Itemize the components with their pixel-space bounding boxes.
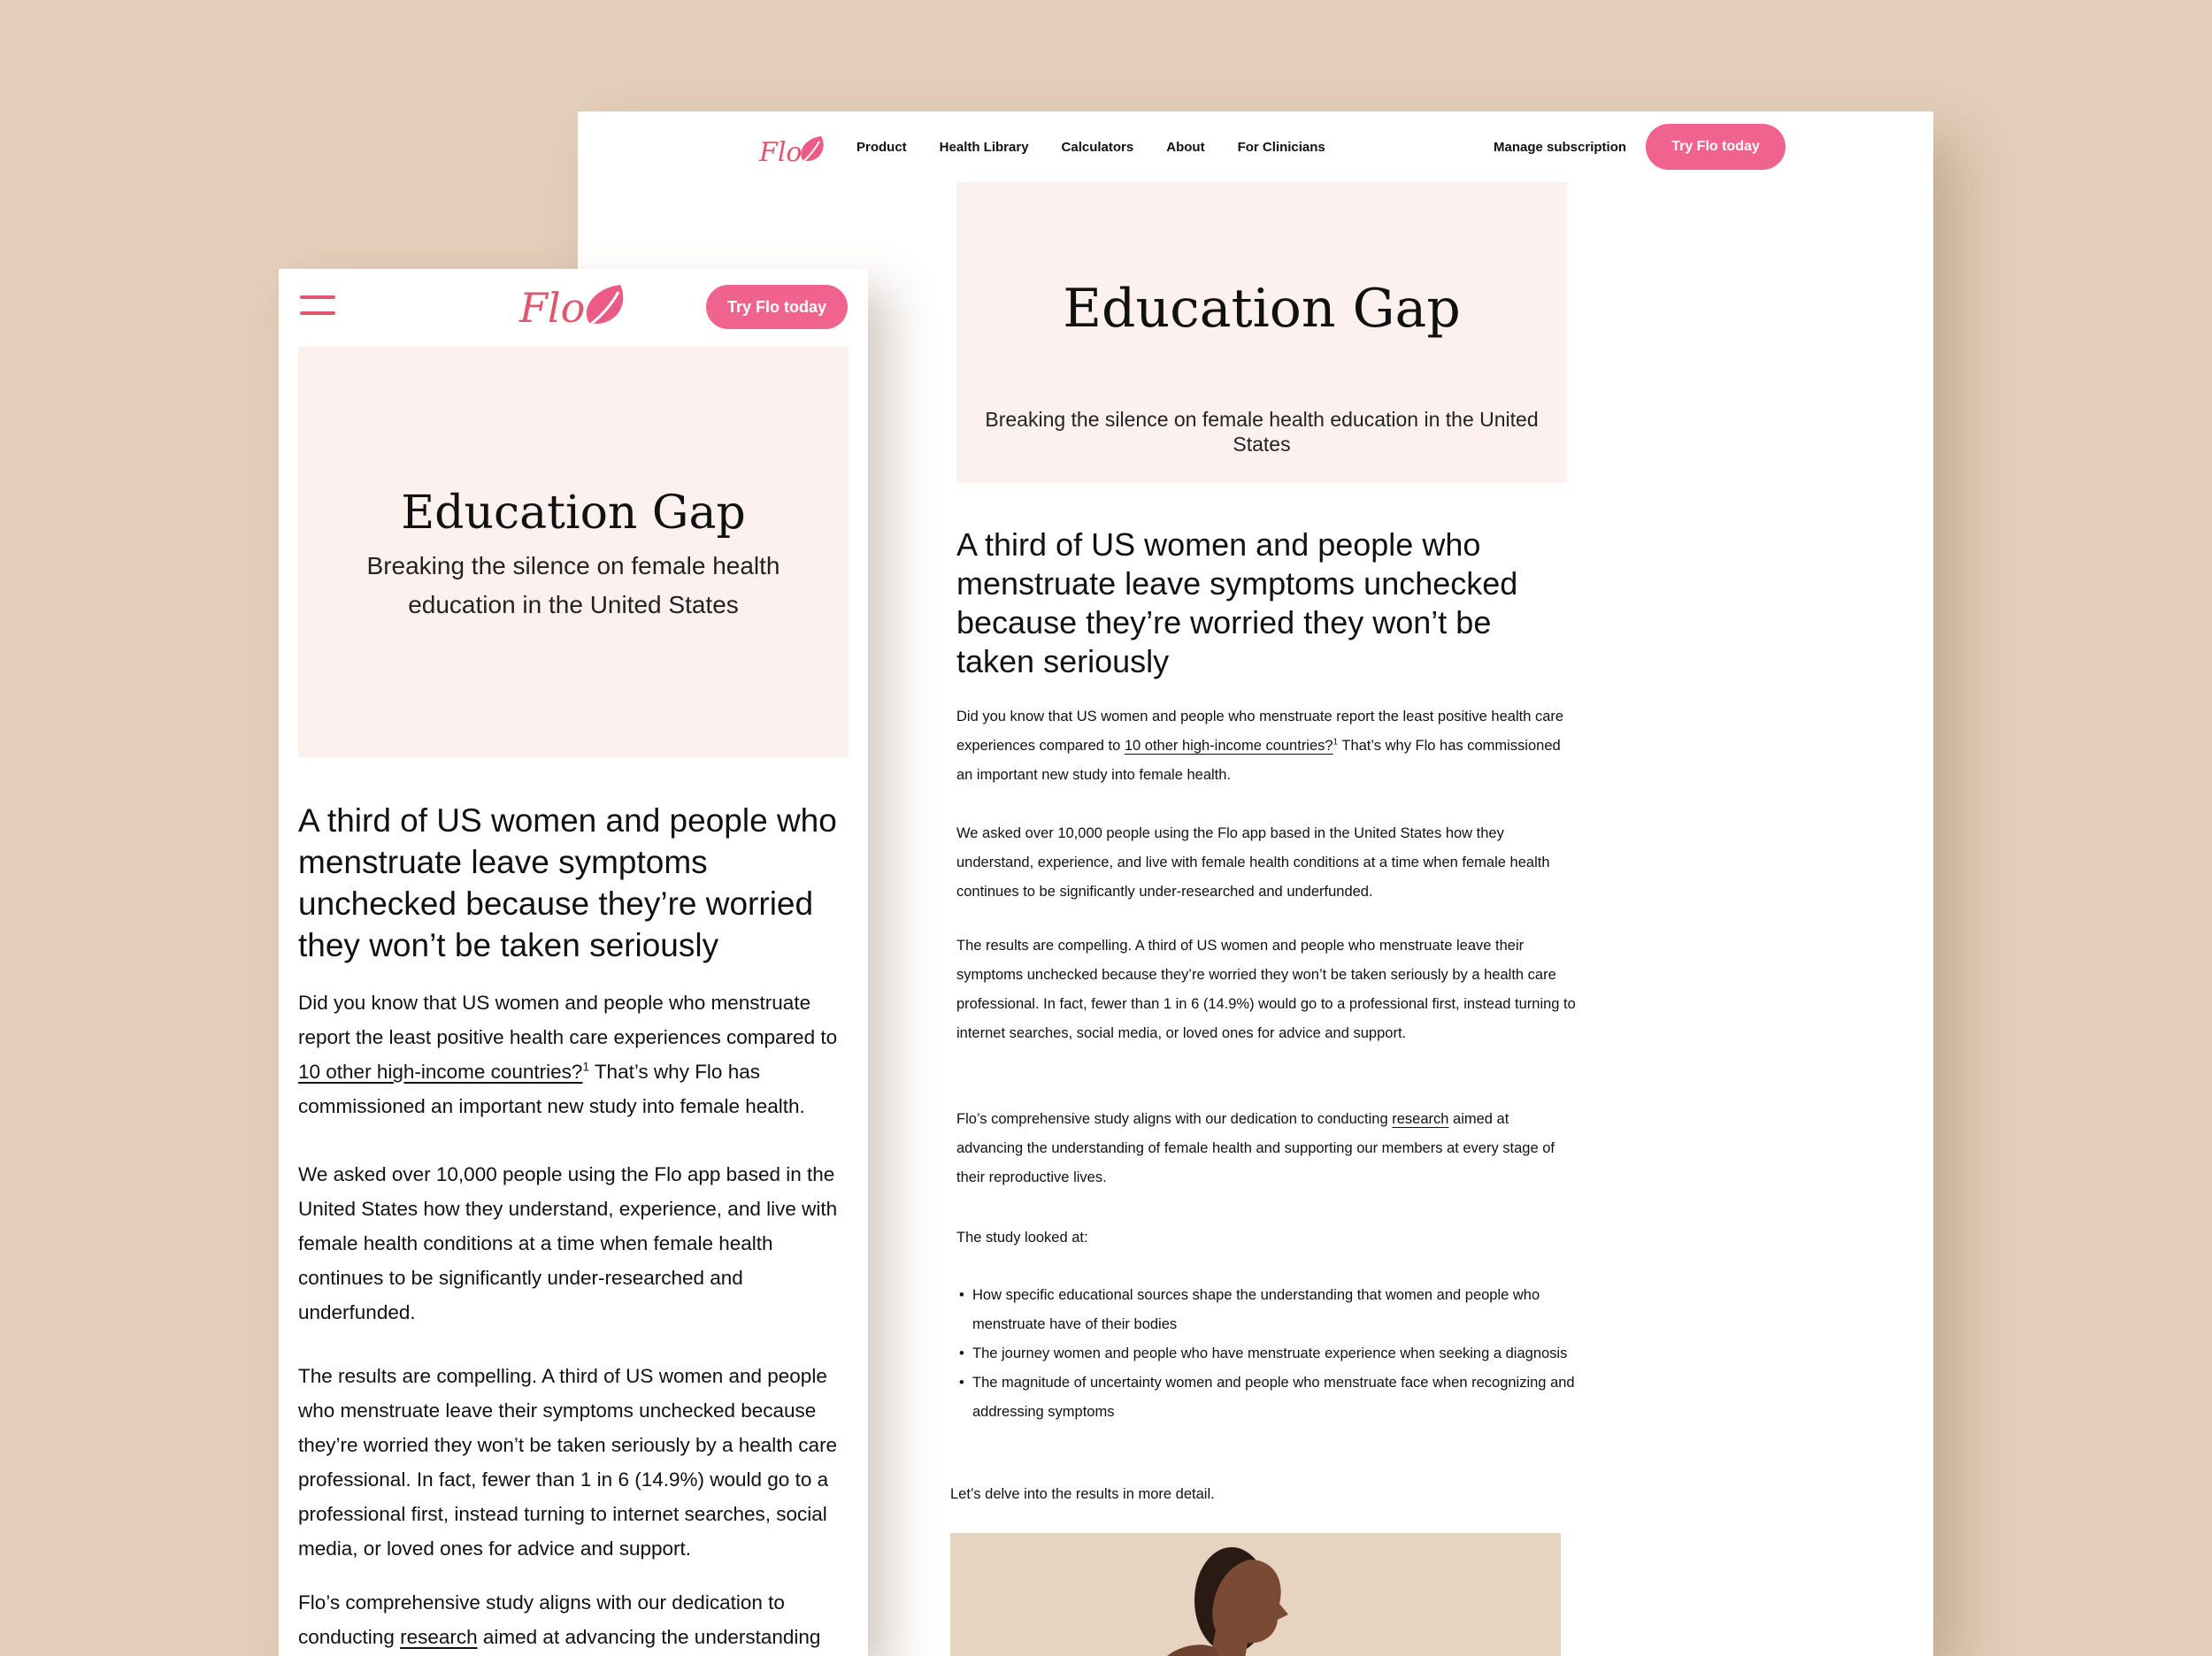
footnote-ref[interactable]: 1 bbox=[1333, 737, 1339, 748]
article-headline: A third of US women and people who menstruate leave symptoms unchecked because they’re worried they won’t be taken seriously bbox=[298, 802, 837, 963]
page-title: Education Gap bbox=[1063, 278, 1461, 340]
article-paragraph-2: We asked over 10,000 people using the Flo app based in the United States how they understand, experience, and live with female health conditions at a time when female health continues to be significantly under-researched and underfunded. bbox=[298, 1163, 838, 1323]
article-paragraph-4: Flo’s comprehensive study aligns with our dedication to conducting research aimed at advancing the understanding bbox=[298, 1591, 821, 1648]
high-income-countries-link[interactable]: 10 other high-income countries? bbox=[1124, 738, 1333, 754]
page-subtitle: Breaking the silence on female health education in the United States bbox=[985, 408, 1539, 456]
page-subtitle: Breaking the silence on female health education in the United States bbox=[366, 552, 780, 618]
nav-link-calculators[interactable]: Calculators bbox=[1061, 140, 1134, 155]
hero-banner bbox=[298, 347, 849, 757]
list-item: • The journey women and people who have menstruate experience when seeking a diagnosis bbox=[956, 1339, 1576, 1368]
article-paragraph-2: We asked over 10,000 people using the Flo app based in the United States how they understand, experience, and live with female health conditions at a time when female health continues to be significantly under-researched and underfunded. bbox=[956, 825, 1550, 900]
svg-text:Flo: Flo bbox=[519, 284, 586, 332]
desktop-nav-links bbox=[856, 140, 1358, 155]
nav-link-for-clinicians[interactable]: For Clinicians bbox=[1237, 140, 1325, 155]
high-income-countries-link[interactable]: 10 other high-income countries? bbox=[298, 1061, 583, 1083]
article-headline: A third of US women and people who menstruate leave symptoms unchecked because they’re worried they won’t be taken seriously bbox=[956, 526, 1518, 679]
article-paragraph-3: The results are compelling. A third of US women and people who menstruate leave their symptoms unchecked because they’re worried they won’t be taken seriously by a health care professional. In fact, fewer than 1 in 6 (14.9%) would go to a professional first, instead turning to internet searches, social media, or loved ones for advice and support. bbox=[956, 938, 1576, 1041]
article-hero-photo bbox=[950, 1533, 1561, 1656]
nav-link-health-library[interactable]: Health Library bbox=[939, 140, 1029, 155]
try-flo-today-button[interactable]: Try Flo today bbox=[1646, 124, 1786, 170]
mobile-phone-mockup bbox=[279, 269, 868, 1656]
woman-profile-image bbox=[950, 1533, 1561, 1656]
research-link[interactable]: research bbox=[400, 1626, 478, 1648]
hero-banner bbox=[956, 182, 1567, 483]
article-paragraph-4: Flo’s comprehensive study aligns with our dedication to conducting research aimed at advancing the understanding of female health and supporting our members at every stage of their reproductive lives. bbox=[956, 1111, 1555, 1185]
list-item: • How specific educational sources shape the understanding that women and people who menstruate have of their bodies bbox=[956, 1281, 1576, 1339]
list-item: • The magnitude of uncertainty women and people who menstruate face when recognizing and addressing symptoms bbox=[956, 1368, 1576, 1427]
article-paragraph-1: Did you know that US women and people who menstruate report the least positive health care experiences compared to 10 other high-income countries?$^1$ That’s why Flo has commissioned an important new study into female health. bbox=[956, 709, 1564, 783]
hamburger-menu-icon[interactable] bbox=[300, 295, 335, 317]
closing-line: Let’s delve into the results in more detail. bbox=[950, 1486, 1215, 1502]
article-paragraph-3: The results are compelling. A third of US women and people who menstruate leave their symptoms unchecked because they’re worried they won’t be taken seriously by a health care professional. In fact, fewer than 1 in 6 (14.9%) would go to a professional first, instead turning to internet searches, social media, or loved ones for advice and support. bbox=[298, 1365, 838, 1560]
article-paragraph-1: Did you know that US women and people who menstruate report the least positive health care experiences compared to 10 other high-income countries?$^1$ That’s why Flo has commissioned an important new study into female health. bbox=[298, 992, 838, 1117]
study-list bbox=[956, 1281, 1576, 1427]
study-intro: The study looked at: bbox=[956, 1230, 1088, 1246]
manage-subscription-link[interactable]: Manage subscription bbox=[1494, 140, 1627, 155]
footnote-ref[interactable]: 1 bbox=[582, 1060, 589, 1074]
svg-text:Flo: Flo bbox=[759, 137, 803, 168]
nav-link-about[interactable]: About bbox=[1166, 140, 1205, 155]
flo-logo[interactable] bbox=[757, 131, 828, 170]
page-title: Education Gap bbox=[401, 487, 746, 540]
research-link[interactable]: research bbox=[1392, 1111, 1449, 1127]
try-flo-today-button[interactable]: Try Flo today bbox=[706, 285, 848, 329]
flo-logo[interactable] bbox=[518, 280, 631, 334]
nav-link-product[interactable]: Product bbox=[856, 140, 907, 155]
